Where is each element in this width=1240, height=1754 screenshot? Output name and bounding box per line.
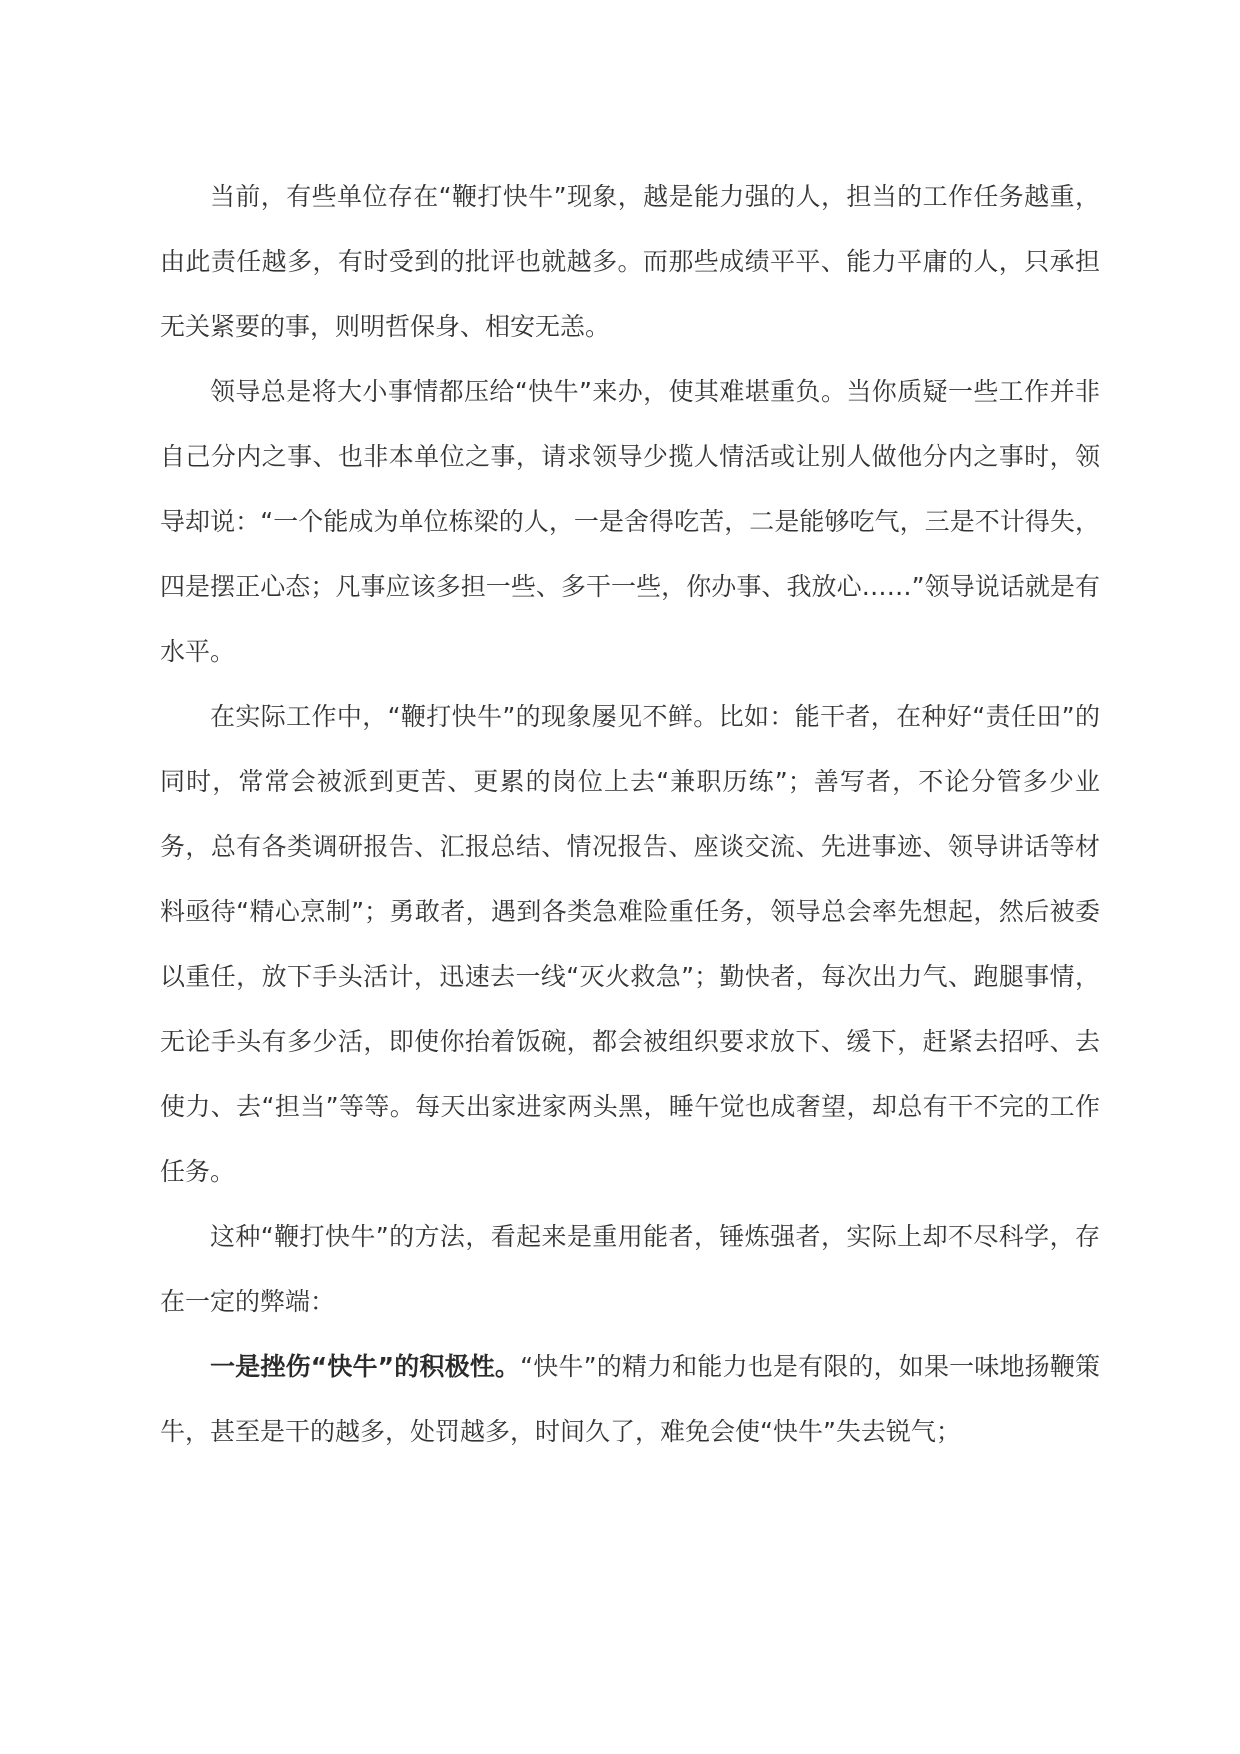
paragraph-text: 在实际工作中，“鞭打快牛”的现象屡见不鲜。比如：能干者，在种好“责任田”的同时，常常会被派到更苦、更累的岗位上去“兼职历练”；善写者，不论分管多少业务，总有各类调研报告、汇报总结、情况报告、座谈交流、先进事迹、领导讲话等材料亟待“精心烹制”；勇敢者，遇到各类急难险重任务，领导总会率先想起，然后被委以重任，放下手头活计，迅速去一线“灭火救急”；勤快者，每次出力气、跑腿事情，无论手头有多少活，即使你抬着饭碗，都会被组织要求放下、缓下，赶紧去招呼、去使力、去“担当”等等。每天出家进家两头黑，睡午觉也成奢望，却总有干不完的工作任务。 <box>160 702 1100 1186</box>
paragraph-text: 当前，有些单位存在“鞭打快牛”现象，越是能力强的人，担当的工作任务越重，由此责任越多，有时受到的批评也就越多。而那些成绩平平、能力平庸的人，只承担无关紧要的事，则明哲保身、相安无恙。 <box>160 182 1100 341</box>
paragraph-4 <box>160 1204 1100 1334</box>
paragraph-1 <box>160 164 1100 359</box>
paragraph-2 <box>160 359 1100 684</box>
paragraph-text: “快牛”的精力和能力也是有限的，如果一味地扬鞭策牛，甚至是干的越多，处罚越多，时间久了，难免会使“快牛”失去锐气； <box>160 1352 1100 1446</box>
document-page <box>160 164 1100 1464</box>
paragraph-5 <box>160 1334 1100 1464</box>
paragraph-text: 领导总是将大小事情都压给“快牛”来办，使其难堪重负。当你质疑一些工作并非自己分内之事、也非本单位之事，请求领导少揽人情活或让别人做他分内之事时，领导却说：“一个能成为单位栋梁的人，一是舍得吃苦，二是能够吃气，三是不计得失，四是摆正心态；凡事应该多担一些、多干一些，你办事、我放心……”领导说话就是有水平。 <box>160 377 1100 666</box>
paragraph-text: 这种“鞭打快牛”的方法，看起来是重用能者，锤炼强者，实际上却不尽科学，存在一定的弊端： <box>160 1222 1100 1316</box>
paragraph-3 <box>160 684 1100 1204</box>
paragraph-bold-lead: 一是挫伤“快牛”的积极性。 <box>210 1352 521 1381</box>
